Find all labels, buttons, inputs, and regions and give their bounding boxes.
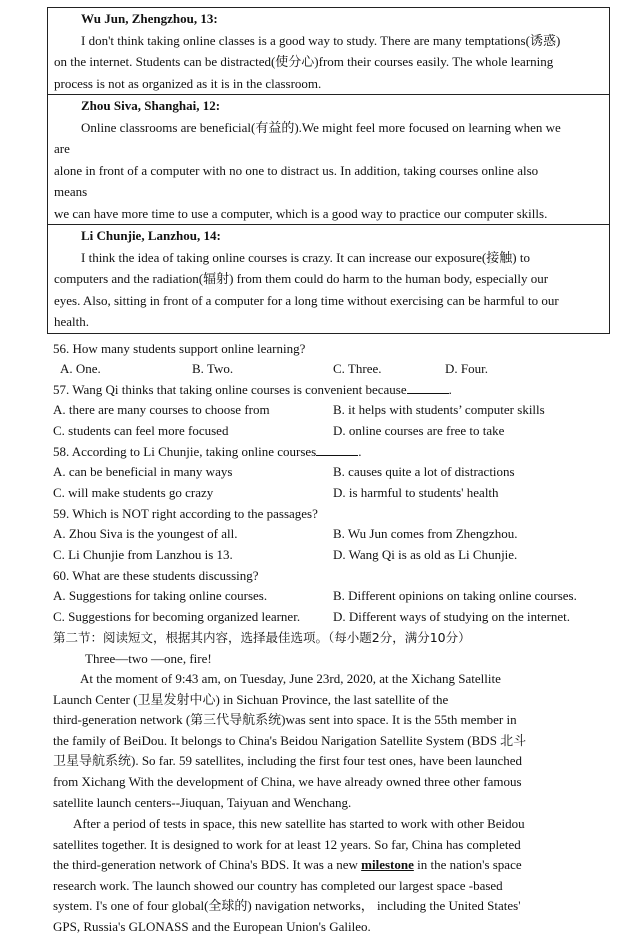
question-60: 60. What are these students discussing? <box>53 568 259 583</box>
opinion-line: alone in front of a computer with no one to distract us. In addition, taking courses online also <box>54 162 539 178</box>
option-60-c: C. Suggestions for becoming organized learner. <box>53 609 301 624</box>
passage-title: Three—two —one, fire! <box>85 651 212 666</box>
question-stem-end: . <box>448 382 452 397</box>
passage-paragraph-1 <box>53 669 604 813</box>
opinions-table <box>47 7 610 334</box>
question-stem-end: . <box>358 444 362 459</box>
speaker-name: Wu Jun, Zhengzhou, 13: <box>81 11 218 26</box>
passage-line: the family of BeiDou. It belongs to China's Beidou Narigation Satellite System (BDS 北斗 <box>53 732 527 748</box>
passage-line: After a period of tests in space, this new satellite has started to work with other Beidou <box>73 816 525 831</box>
option-57-c: C. students can feel more focused <box>53 423 229 438</box>
question-56: 56. How many students support online learning? <box>53 341 306 356</box>
speaker-name: Li Chunjie, Lanzhou, 14: <box>81 228 221 243</box>
question-58 <box>53 442 361 462</box>
opinion-line: I don't think taking online classes is a good way to study. There are many temptations(诱惑) <box>81 32 561 48</box>
passage-line: third-generation network (第三代导航系统)was sent into space. It is the 55th member in <box>53 712 517 728</box>
opinion-line: means <box>54 184 88 199</box>
milestone-keyword: milestone <box>361 857 414 873</box>
option-58-b: B. causes quite a lot of distractions <box>333 464 515 479</box>
option-56-c: C. Three. <box>333 361 382 376</box>
opinion-line: computers and the radiation(辐射) from them could do harm to the human body, especially our <box>54 271 549 286</box>
passage-text: in the nation's space <box>417 857 522 873</box>
option-59-a: A. Zhou Siva is the youngest of all. <box>53 526 238 541</box>
opinion-line: process is not as organized as it is in the classroom. <box>54 75 322 91</box>
opinion-wu-jun <box>48 8 609 95</box>
opinion-li-chunjie <box>48 225 609 333</box>
option-60-b: B. Different opinions on taking online courses. <box>333 588 577 603</box>
passage-line: satellite launch centers--Jiuquan, Taiyuan and Wenchang. <box>53 794 352 810</box>
option-56-d: D. Four. <box>445 361 488 376</box>
question-stem: 57. Wang Qi thinks that taking online courses is convenient because <box>53 382 407 397</box>
option-59-d: D. Wang Qi is as old as Li Chunjie. <box>333 547 518 562</box>
option-60-d: D. Different ways of studying on the internet. <box>333 609 570 624</box>
speaker-name: Zhou Siva, Shanghai, 12: <box>81 98 221 113</box>
section-heading: 第二节：阅读短文，根据其内容，选择最佳选项。（每小题2分，满分10分） <box>53 630 471 645</box>
opinion-line: health. <box>54 314 90 329</box>
passage-line: satellites together. It is designed to work for at least 12 years. So far, China has completed <box>53 836 521 852</box>
opinion-line: we can have more time to use a computer, which is a good way to practice our computer skills. <box>54 205 548 221</box>
opinion-line: eyes. Also, sitting in front of a computer for a long time without exercising can be harmful to our <box>54 292 559 308</box>
opinion-line: on the internet. Students can be distracted(使分心)from their courses easily. The whole learning <box>54 54 554 69</box>
passage-line: from Xichang With the development of China, we have already owned three other famous <box>53 773 522 789</box>
passage-paragraph-2 <box>53 814 604 938</box>
option-57-b: B. it helps with students’ computer skills <box>333 402 545 417</box>
option-56-b: B. Two. <box>192 361 234 376</box>
option-58-a: A. can be beneficial in many ways <box>53 464 233 479</box>
option-59-c: C. Li Chunjie from Lanzhou is 13. <box>53 547 233 562</box>
option-59-b: B. Wu Jun comes from Zhengzhou. <box>333 526 518 541</box>
option-56-a: A. One. <box>60 361 101 376</box>
option-57-d: D. online courses are free to take <box>333 423 505 438</box>
answer-blank <box>316 443 358 456</box>
passage-line <box>53 855 604 876</box>
passage-line: Launch Center (卫星发射中心) in Sichuan Province, the last satellite of the <box>53 691 449 707</box>
answer-blank <box>407 381 449 394</box>
passage-line: research work. The launch showed our country has completed our largest space -based <box>53 877 503 893</box>
opinion-zhou-siva <box>48 95 609 225</box>
opinion-line: are <box>54 141 70 156</box>
opinion-line: Online classrooms are beneficial(有益的).We might feel more focused on learning when we <box>81 119 561 135</box>
option-57-a: A. there are many courses to choose from <box>53 402 270 417</box>
option-58-c: C. will make students go crazy <box>53 485 214 500</box>
question-59: 59. Which is NOT right according to the passages? <box>53 506 318 521</box>
option-60-a: A. Suggestions for taking online courses. <box>53 588 268 603</box>
passage-line: GPS, Russia's GLONASS and the European Union's Galileo. <box>53 918 371 934</box>
passage-text: the third-generation network of China's BDS. It was a new <box>53 857 358 873</box>
passage-line: 卫星导航系统). So far. 59 satellites, including the first four test ones, have been launched <box>53 753 522 769</box>
question-57 <box>53 380 452 400</box>
option-58-d: D. is harmful to students' health <box>333 485 499 500</box>
passage-line: At the moment of 9:43 am, on Tuesday, June 23rd, 2020, at the Xichang Satellite <box>80 671 501 686</box>
question-stem: 58. According to Li Chunjie, taking online courses <box>53 444 317 459</box>
passage-line: system. I's one of four global(全球的) navigation networks， including the United States' <box>53 898 521 914</box>
opinion-line: I think the idea of taking online courses is crazy. It can increase our exposure(接触) to <box>81 249 530 265</box>
